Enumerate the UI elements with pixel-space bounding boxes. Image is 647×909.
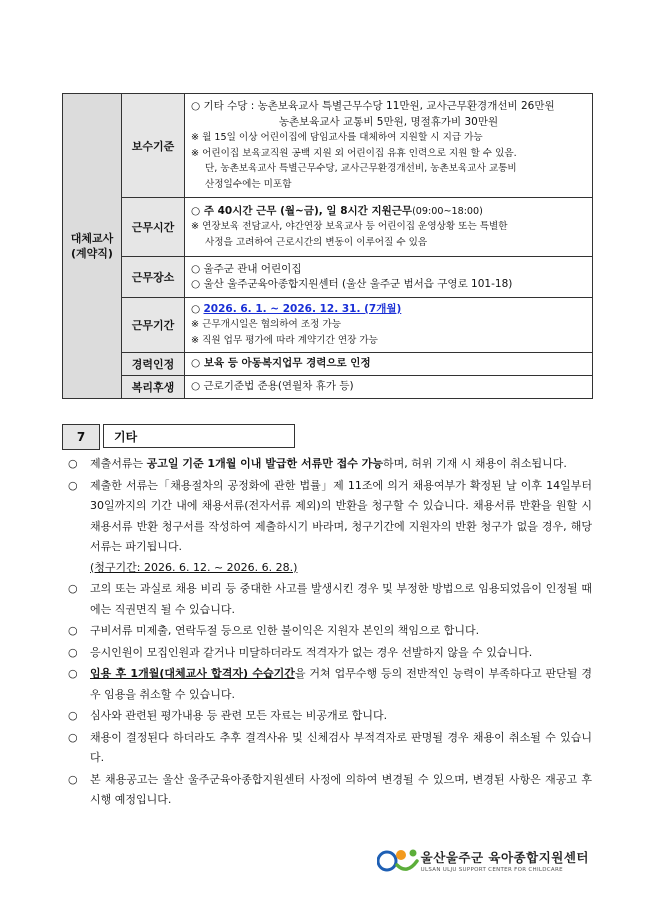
item-3-text: 고의 또는 과실로 채용 비리 등 중대한 사고를 발생시킨 경우 및 부정한 방법으로 임용되었음이 인정될 때에는 직권면직 될 수 있습니다. <box>90 582 592 616</box>
row-label-pay: 보수기준 <box>122 94 185 198</box>
row-label-hours: 근무시간 <box>122 198 185 257</box>
list-item <box>68 454 592 475</box>
bullet-circle: ○ <box>68 624 78 637</box>
org-name-en: ULSAN ULJU SUPPORT CENTER FOR CHILDCARE <box>420 866 563 873</box>
place-line-1: ○ 울주군 관내 어린이집 <box>191 262 302 275</box>
welfare-content: ○ 근로기준법 준용(연월차 휴가 등) <box>185 376 593 399</box>
period-mark: ○ <box>191 302 204 315</box>
pay-line-allowance: ○ 기타 수당 : 농촌보육교사 특별근무수당 11만원, 교사근무환경개선비 26만원 <box>191 100 555 112</box>
experience-content: ○ 보육 등 아동복지업무 경력으로 인정 <box>185 353 593 376</box>
section-title: 기타 <box>103 424 295 448</box>
row-label-experience: 경력인정 <box>122 353 185 376</box>
list-item <box>68 728 592 769</box>
period-line-1 <box>191 302 586 318</box>
bullet-circle: ○ <box>68 582 78 595</box>
item-4-text: 구비서류 미제출, 연락두절 등으로 인한 불이익은 지원자 본인의 책임으로 합니다. <box>90 624 480 637</box>
bullet-circle: ○ <box>68 457 78 470</box>
pay-content <box>185 94 593 198</box>
item-1-text-a: 제출서류는 <box>90 457 147 470</box>
item-1-text-c: 하며, 허위 기재 시 채용이 취소됩니다. <box>383 457 567 470</box>
item-5-text: 응시인원이 모집인원과 같거나 미달하더라도 적격자가 없는 경우 선발하지 않을 수 있습니다. <box>90 645 533 659</box>
bullet-circle: ○ <box>68 730 78 744</box>
period-content <box>185 298 593 353</box>
period-dates: 2026. 6. 1. ~ 2026. 12. 31. (7개월) <box>203 302 402 315</box>
hours-content <box>185 198 593 257</box>
item-1-text-b: 공고일 기준 1개월 이내 발급한 서류만 접수 가능 <box>146 457 383 470</box>
item-9-text: 본 채용공고는 울산 울주군육아종합지원센터 사정에 의하여 변경될 수 있으며, 변경된 사항은 재공고 후 시행 예정입니다. <box>90 772 592 806</box>
pay-note-2-cont: 단, 농촌보육교사 특별근무수당, 교사근무환경개선비, 농촌보육교사 교통비 <box>205 163 517 174</box>
category-substitute-teacher: 대체교사 (계약직) <box>63 94 122 399</box>
hours-main: ○ 주 40시간 근무 (월~금), 일 8시간 지원근무 <box>191 204 413 217</box>
row-label-welfare: 복리후생 <box>122 376 185 399</box>
employment-conditions-table <box>62 93 593 399</box>
list-item <box>68 476 592 579</box>
section-number: 7 <box>62 424 100 450</box>
pay-line-allowance-cont: 농촌보육교사 교통비 5만원, 명절휴가비 30만원 <box>278 115 499 128</box>
item-2-period: (청구기간: 2026. 6. 12. ~ 2026. 6. 28.) <box>90 560 298 574</box>
item-7-text: 심사와 관련된 평가내용 등 관련 모든 자료는 비공개로 합니다. <box>90 709 388 722</box>
bullet-circle: ○ <box>68 645 78 659</box>
hours-time: (09:00~18:00) <box>412 205 483 217</box>
list-item <box>68 643 592 664</box>
item-8-text: 채용이 결정된다 하더라도 추후 결격사유 및 신체검사 부적격자로 판명될 경우 채용이 취소될 수 있습니다. <box>90 730 592 764</box>
notice-list <box>68 454 592 812</box>
bullet-circle: ○ <box>68 478 78 492</box>
pay-note-2-end: 산정일수에는 미포함 <box>205 178 292 190</box>
list-item <box>68 579 592 620</box>
bullet-circle: ○ <box>68 772 78 786</box>
place-content <box>185 257 593 298</box>
pay-note-2: ※ 어린이집 보육교직원 공백 지원 외 어린이집 유휴 인력으로 지원 할 수 있음. <box>191 147 517 159</box>
hours-line-1 <box>191 204 586 220</box>
list-item <box>68 770 592 811</box>
item-2-text: 제출한 서류는「채용절차의 공정화에 관한 법률」제 11조에 의거 채용여부가 확정된 날 이후 14일부터 30일까지의 기간 내에 채용서류(전자서류 제외)의 반환을 청구할 수 있습니다. 채용서류 반환을 원할 시 채용서류 반환 청구서를 작성하여 제출하시기 바라며, 청구기간에 지원자의 반환 청구가 없을 경우, 해당 서류는 파기됩니다. <box>90 478 592 553</box>
period-note-1: ※ 근무개시일은 협의하여 조정 가능 <box>191 319 341 331</box>
org-name-kr: 울산울주군 육아종합지원센터 <box>420 849 589 865</box>
item-6-text-b: 을 거쳐 업무수행 등의 전반적인 능력이 부족하다고 판단될 경우 임용을 취소할 수 있습니다. <box>90 667 593 701</box>
bullet-circle: ○ <box>68 709 78 722</box>
period-note-2: ※ 직원 업무 평가에 따라 계약기간 연장 가능 <box>191 334 378 346</box>
hours-note-1-cont: 사정을 고려하여 근로시간의 변동이 이루어질 수 있음 <box>205 236 428 248</box>
row-label-period: 근무기간 <box>122 298 185 353</box>
row-label-place: 근무장소 <box>122 257 185 298</box>
list-item <box>68 706 592 727</box>
hours-note-1: ※ 연장보육 전담교사, 야간연장 보육교사 등 어린이집 운영상황 또는 특별한 <box>191 221 508 233</box>
item-6-text-a: 임용 후 1개월(대체교사 합격자) 수습기간 <box>90 667 295 680</box>
list-item <box>68 664 592 705</box>
place-line-2: ○ 울산 울주군육아종합지원센터 (울산 울주군 범서읍 구영로 101-18) <box>191 278 513 290</box>
footer-logo <box>377 845 589 875</box>
childcare-center-logo-icon <box>377 845 421 875</box>
footer-org-name <box>421 848 589 873</box>
list-item <box>68 621 592 642</box>
bullet-circle: ○ <box>68 667 78 680</box>
pay-note-1: ※ 월 15일 이상 어린이집에 담임교사를 대체하여 지원할 시 지급 가능 <box>191 132 483 143</box>
